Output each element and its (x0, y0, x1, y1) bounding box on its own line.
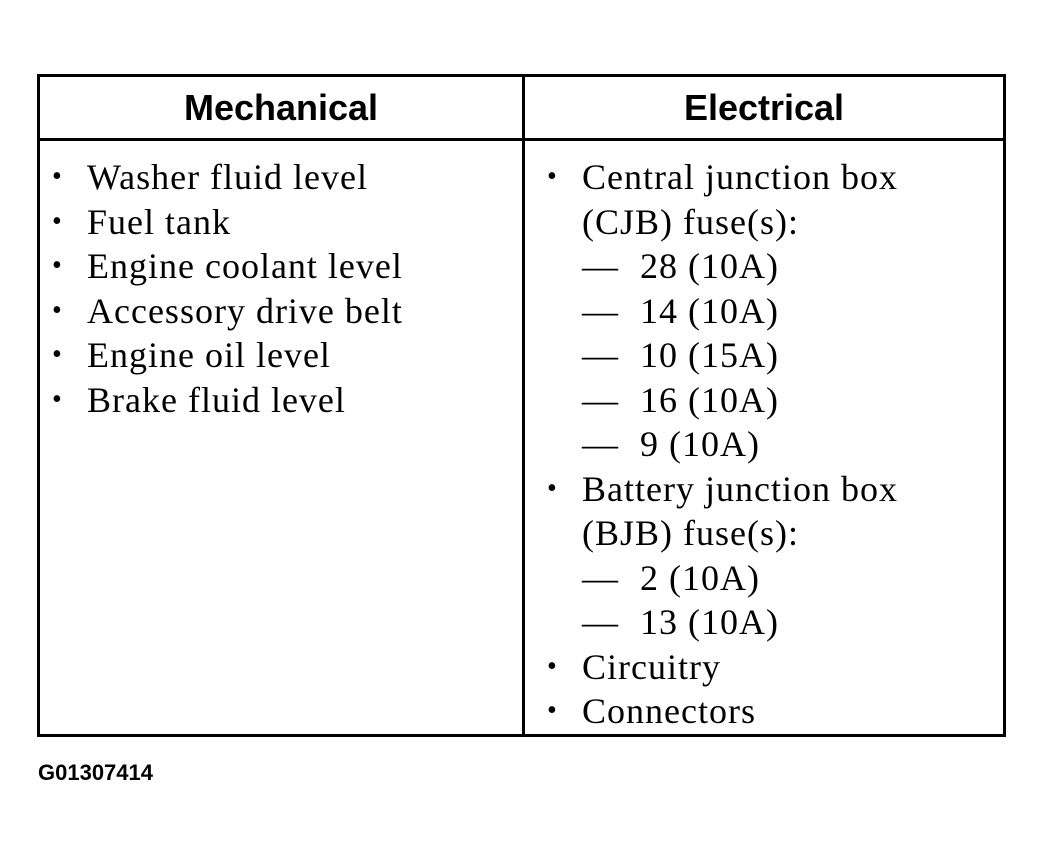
list-item-text: Engine oil level (87, 335, 331, 375)
fuse-text: 13 (10A) (640, 602, 779, 642)
list-item-text: Circuitry (582, 646, 721, 687)
dash-icon: — (582, 602, 619, 642)
dash-icon: — (582, 424, 619, 464)
bullet-icon: • (52, 383, 63, 415)
list-item-text: Fuel tank (87, 201, 231, 242)
list-item-text: Accessory drive belt (87, 290, 403, 331)
list-item-continuation (545, 200, 898, 245)
bullet-icon: • (547, 695, 558, 726)
list-item (545, 155, 898, 200)
fuse-item (545, 600, 898, 645)
fuse-item (545, 378, 898, 423)
dash-icon: — (582, 379, 619, 420)
list-item-text: Washer fluid level (87, 157, 369, 197)
fuse-text: 16 (10A) (640, 379, 779, 420)
dash-icon: — (582, 335, 619, 375)
fuse-item (545, 556, 898, 601)
list-item-text: Brake fluid level (87, 379, 346, 420)
dash-icon: — (582, 246, 619, 286)
list-item (545, 645, 898, 690)
list-item (50, 155, 403, 200)
list-item-text: (CJB) fuse(s): (582, 201, 799, 242)
dash-icon: — (582, 557, 619, 598)
column-divider (522, 77, 525, 734)
dash-icon: — (582, 290, 619, 331)
list-item-continuation (545, 511, 898, 556)
bullet-icon: • (52, 339, 63, 370)
fuse-item (545, 244, 898, 289)
list-item (50, 289, 403, 334)
list-item (50, 200, 403, 245)
list-item (545, 689, 898, 734)
list-item-text: (BJB) fuse(s): (582, 513, 799, 553)
header-electrical: Electrical (683, 86, 845, 128)
fuse-item (545, 422, 898, 467)
list-item-text: Battery junction box (582, 468, 898, 509)
fuse-text: 10 (15A) (640, 335, 779, 375)
list-item (50, 333, 403, 378)
list-item-text: Central junction box (582, 157, 898, 197)
mechanical-list (50, 155, 403, 422)
fuse-item (545, 333, 898, 378)
figure-id-caption: G01307414 (38, 760, 153, 785)
list-item-text: Engine coolant level (87, 246, 403, 286)
list-item-text: Connectors (582, 691, 756, 731)
header-mechanical: Mechanical (183, 86, 379, 128)
bullet-icon: • (547, 161, 558, 192)
fuse-text: 28 (10A) (640, 246, 779, 286)
fuse-text: 9 (10A) (640, 424, 760, 464)
bullet-icon: • (52, 205, 63, 237)
bullet-icon: • (52, 161, 63, 192)
fuse-text: 2 (10A) (640, 557, 760, 598)
list-item (50, 244, 403, 289)
bullet-icon: • (52, 250, 63, 281)
fuse-item (545, 289, 898, 334)
bullet-icon: • (547, 650, 558, 682)
bullet-icon: • (547, 472, 558, 504)
list-item (50, 378, 403, 423)
fuse-text: 14 (10A) (640, 290, 779, 331)
electrical-list (545, 155, 898, 734)
bullet-icon: • (52, 294, 63, 326)
list-item (545, 467, 898, 512)
checklist-table (37, 74, 1006, 737)
